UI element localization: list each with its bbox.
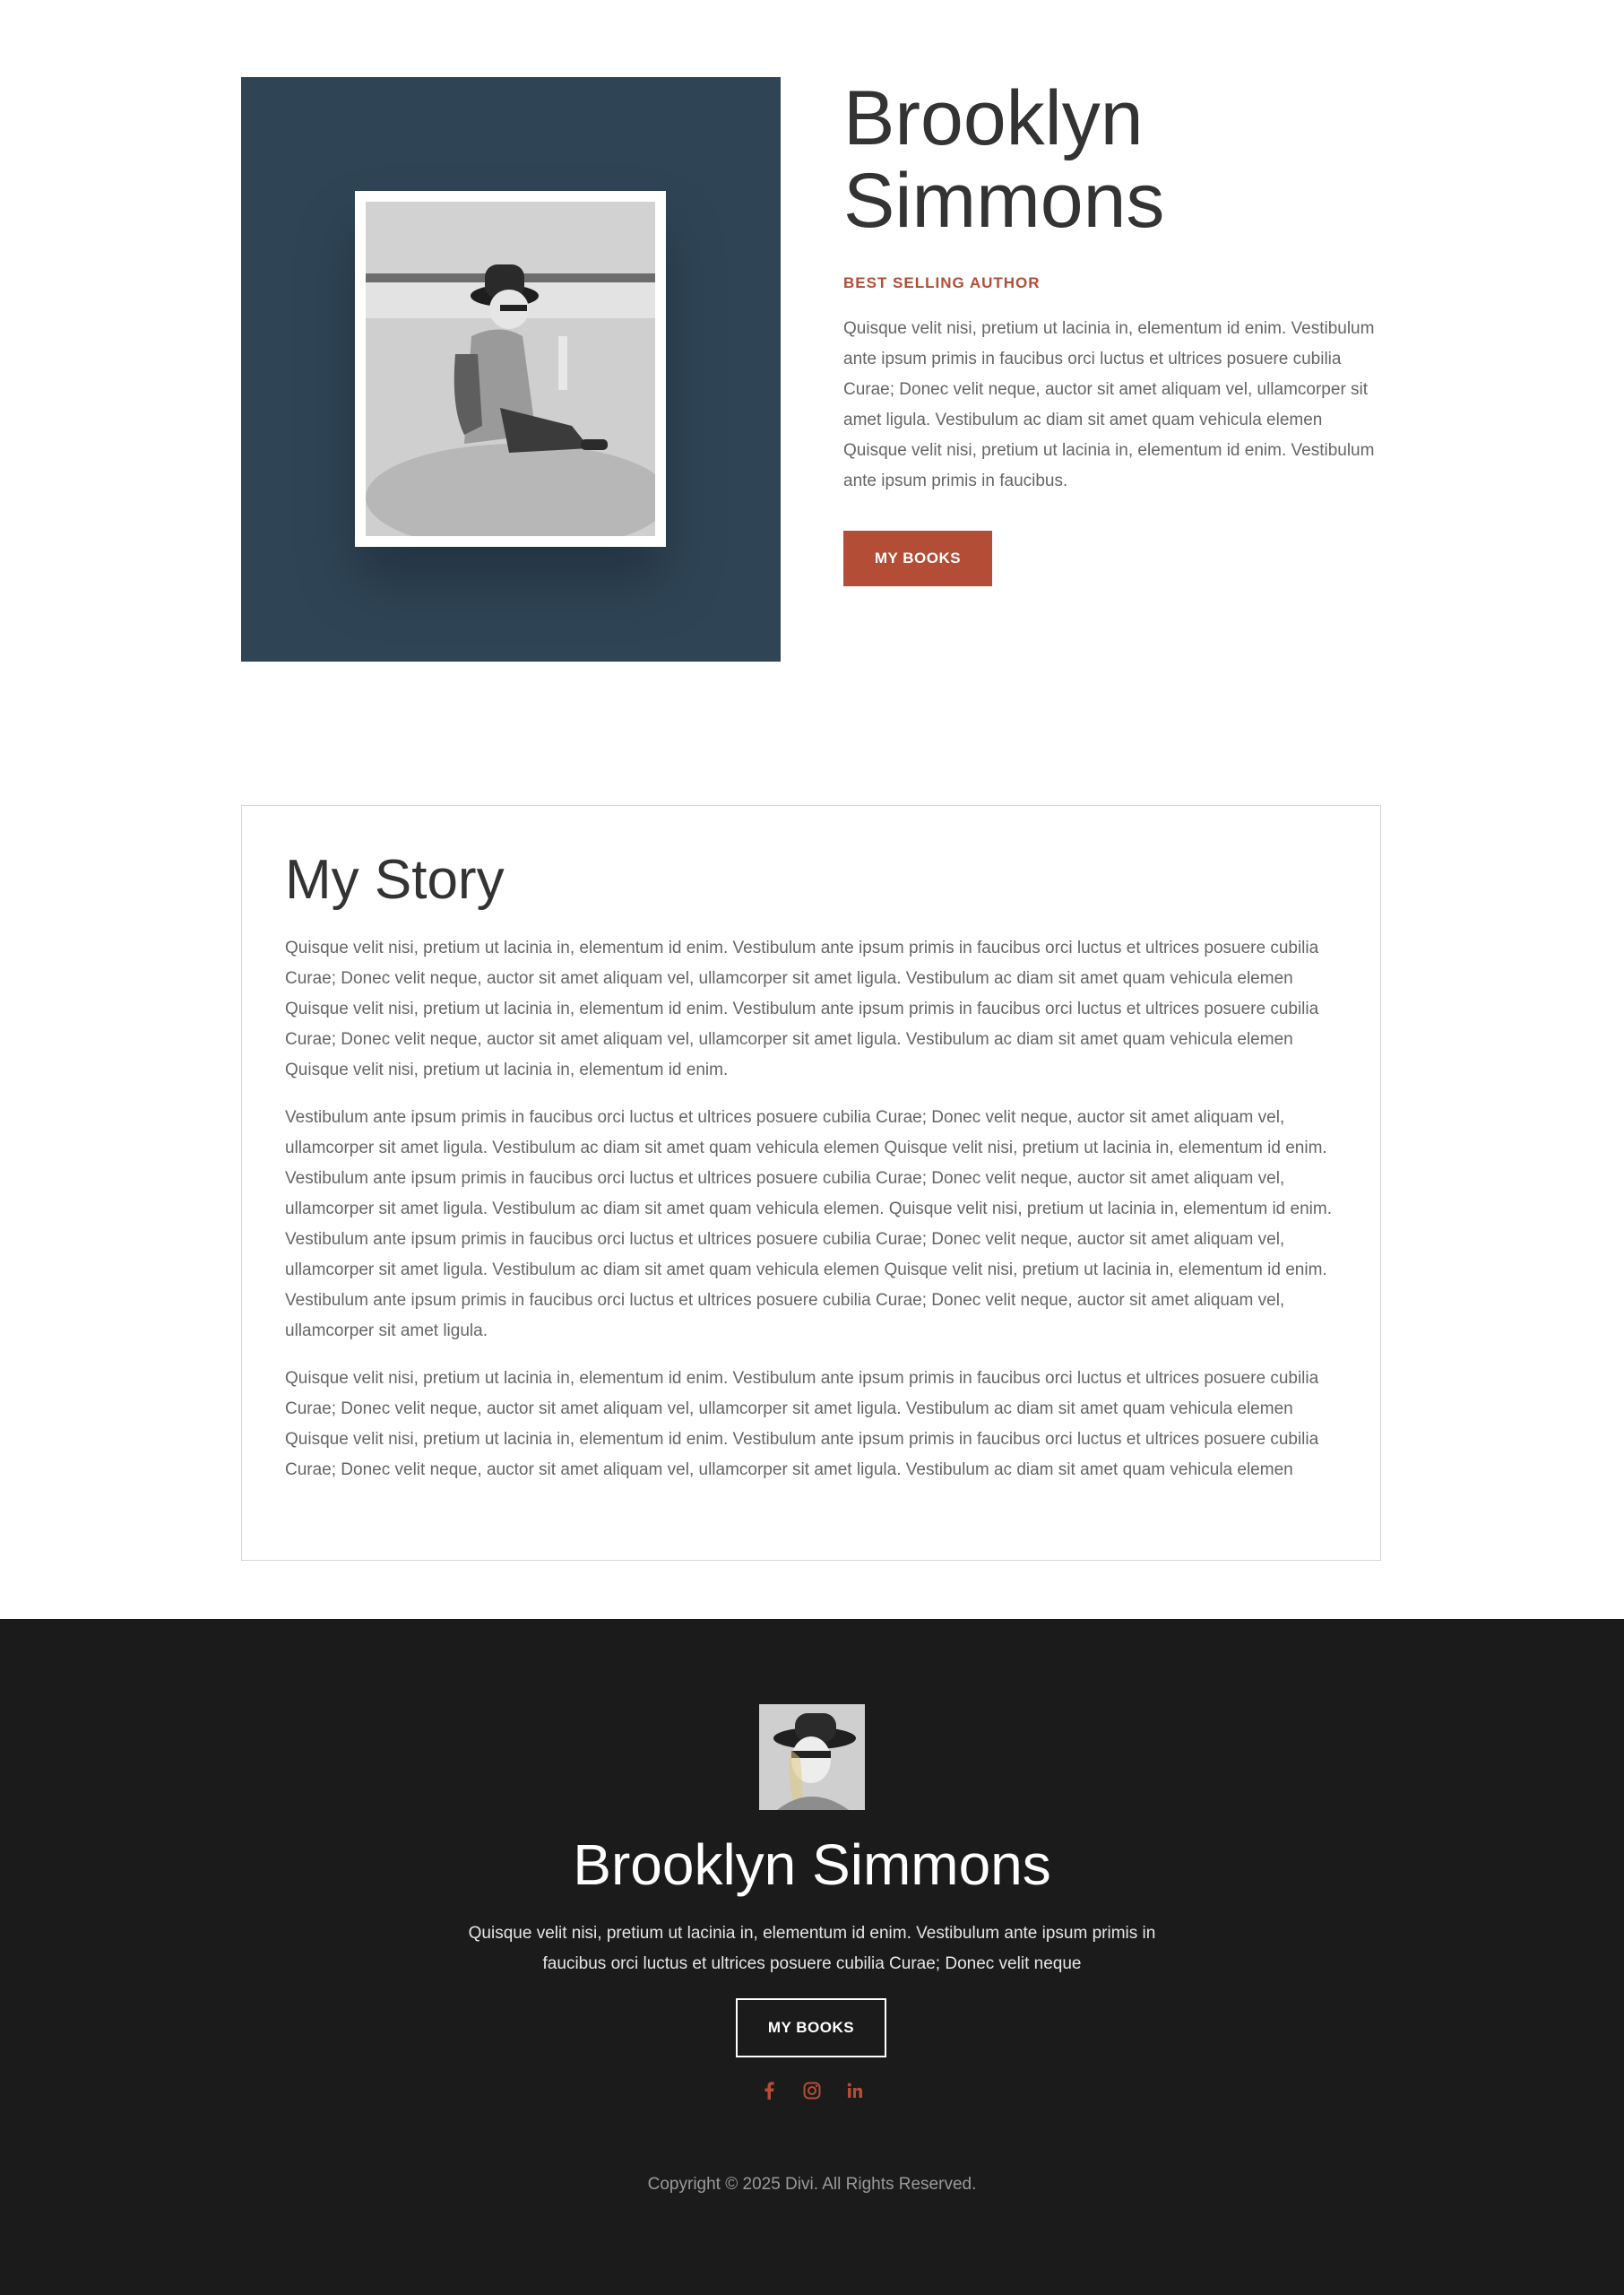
copyright-text: Copyright © 2025 Divi. All Rights Reserved.	[647, 2175, 977, 2194]
my-books-button[interactable]: MY BOOKS	[843, 531, 992, 586]
story-title: My Story	[285, 849, 505, 911]
author-photo-frame	[355, 191, 666, 547]
hero-text-block	[843, 77, 1384, 586]
story-paragraph-1: Quisque velit nisi, pretium ut lacinia in, elementum id enim. Vestibulum ante ipsum primis in faucibus orci luctus et ultrices posuere cubilia Curae; Donec velit neque, auctor sit amet aliquam vel, ullamcorper sit amet ligula. Vestibulum ac diam sit amet quam vehicula elemen Quisque velit nisi, pretium ut lacinia in, elementum id enim. Vestibulum ante ipsum primis in faucibus orci luctus et ultrices posuere cubilia Curae; Donec velit neque, auctor sit amet aliquam vel, ullamcorper sit amet ligula. Vestibulum ac diam sit amet quam vehicula elemen Quisque velit nisi, pretium ut lacinia in, elementum id enim.	[285, 939, 1319, 1079]
facebook-icon[interactable]	[757, 2079, 781, 2102]
author-photo	[366, 202, 655, 536]
hero-image-panel	[241, 77, 781, 662]
footer-author-name: Brooklyn Simmons	[573, 1832, 1051, 1897]
social-links	[0, 2079, 1624, 2102]
footer-my-books-button[interactable]: MY BOOKS	[736, 1998, 886, 2057]
author-bio: Quisque velit nisi, pretium ut lacinia in, elementum id enim. Vestibulum ante ipsum primis in faucibus orci luctus et ultrices posuere cubilia Curae; Donec velit neque, auctor sit amet aliquam vel, ullamcorper sit amet ligula. Vestibulum ac diam sit amet quam vehicula elemen Quisque velit nisi, pretium ut lacinia in, elementum id enim. Vestibulum ante ipsum primis in faucibus.	[843, 319, 1375, 490]
author-name-line1: Brooklyn	[843, 75, 1144, 161]
avatar	[759, 1704, 865, 1810]
my-story-section	[241, 805, 1381, 1561]
story-paragraph-3: Quisque velit nisi, pretium ut lacinia in, elementum id enim. Vestibulum ante ipsum primis in faucibus orci luctus et ultrices posuere cubilia Curae; Donec velit neque, auctor sit amet aliquam vel, ullamcorper sit amet ligula. Vestibulum ac diam sit amet quam vehicula elemen Quisque velit nisi, pretium ut lacinia in, elementum id enim. Vestibulum ante ipsum primis in faucibus orci luctus et ultrices posuere cubilia Curae; Donec velit neque, auctor sit amet aliquam vel, ullamcorper sit amet ligula. Vestibulum ac diam sit amet quam vehicula elemen	[285, 1369, 1319, 1479]
story-paragraph-2: Vestibulum ante ipsum primis in faucibus orci luctus et ultrices posuere cubilia Curae; Donec velit neque, auctor sit amet aliquam vel, ullamcorper sit amet ligula. Vestibulum ac diam sit amet quam vehicula elemen Quisque velit nisi, pretium ut lacinia in, elementum id enim. Vestibulum ante ipsum primis in faucibus orci luctus et ultrices posuere cubilia Curae; Donec velit neque, auctor sit amet aliquam vel, ullamcorper sit amet ligula. Vestibulum ac diam sit amet quam vehicula elemen. Quisque velit nisi, pretium ut lacinia in, elementum id enim. Vestibulum ante ipsum primis in faucibus orci luctus et ultrices posuere cubilia Curae; Donec velit neque, auctor sit amet aliquam vel, ullamcorper sit amet ligula. Vestibulum ac diam sit amet quam vehicula elemen Quisque velit nisi, pretium ut lacinia in, elementum id enim. Vestibulum ante ipsum primis in faucibus orci luctus et ultrices posuere cubilia Curae; Donec velit neque, auctor sit amet aliquam vel, ullamcorper sit amet ligula.	[285, 1108, 1332, 1340]
author-role-label: BEST SELLING AUTHOR	[843, 274, 1041, 291]
author-name-line2: Simmons	[843, 158, 1165, 244]
instagram-icon[interactable]	[800, 2079, 824, 2102]
linkedin-icon[interactable]	[843, 2079, 867, 2102]
footer-bio: Quisque velit nisi, pretium ut lacinia in, elementum id enim. Vestibulum ante ipsum primis in faucibus orci luctus et ultrices posuere cubilia Curae; Donec velit neque	[468, 1924, 1156, 1973]
author-name-heading	[843, 77, 1384, 242]
